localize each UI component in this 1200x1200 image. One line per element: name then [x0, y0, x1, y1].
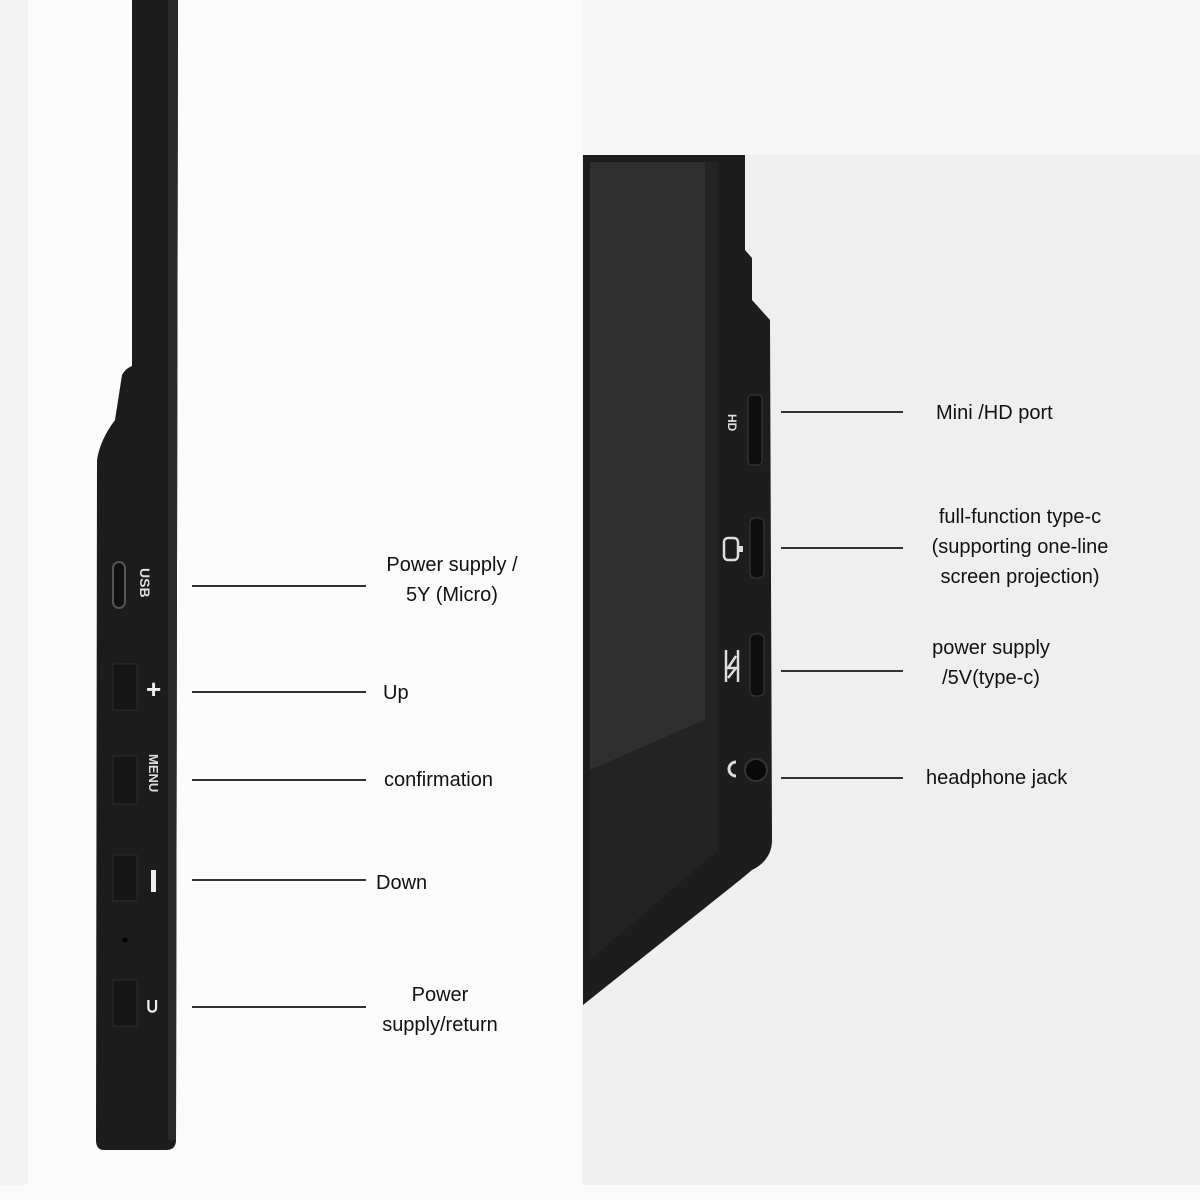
- indicator-led: [123, 938, 128, 943]
- typec-power-callout-label: [932, 633, 1050, 693]
- hd-callout-label: [936, 398, 1053, 428]
- label-line: full-function type-c: [938, 506, 1102, 528]
- up-callout-line: [192, 691, 366, 693]
- label-line: power supply: [932, 637, 1050, 659]
- micro-usb-port: [113, 562, 125, 608]
- left-monitor-edge: [168, 0, 178, 1140]
- down-callout-label: [376, 868, 427, 898]
- menu-callout-label: [384, 765, 493, 795]
- power-callout-label: [382, 980, 498, 1040]
- label-line: Mini /HD port: [936, 402, 1053, 424]
- headphone-callout-line: [781, 777, 903, 779]
- label-line: Up: [383, 682, 409, 704]
- right-monitor-screen: [590, 162, 705, 770]
- menu-callout-line: [192, 779, 366, 781]
- power-mark: ⊃: [141, 998, 165, 1015]
- label-line: headphone jack: [926, 767, 1068, 789]
- usb-callout-label: [386, 550, 517, 610]
- label-line: /5V(type-c): [942, 667, 1040, 689]
- hd-port-mark: HD: [725, 414, 739, 432]
- up-callout-label: [383, 678, 409, 708]
- label-line: confirmation: [384, 769, 493, 791]
- label-line: 5Y (Micro): [406, 584, 498, 606]
- menu-button: [113, 756, 137, 804]
- minus-button: [113, 855, 137, 901]
- label-line: (supporting one-line: [931, 536, 1109, 558]
- usb-callout-line: [192, 585, 366, 587]
- power-callout-line: [192, 1006, 366, 1008]
- minus-mark: [151, 870, 156, 892]
- typec-full-port: [750, 518, 764, 578]
- menu-mark: MENU: [146, 754, 161, 793]
- plus-mark: +: [146, 674, 162, 704]
- label-line: Power supply /: [386, 554, 518, 576]
- typec-full-callout-label: [932, 502, 1109, 592]
- plus-button: [113, 664, 137, 710]
- mini-hd-port: [748, 395, 762, 465]
- label-line: Down: [376, 872, 428, 894]
- typec-full-callout-line: [781, 547, 903, 549]
- label-line: Power: [411, 984, 469, 1006]
- usb-port-mark: USB: [137, 568, 153, 598]
- typec-power-port: [750, 634, 764, 696]
- power-button: [113, 980, 137, 1026]
- label-line: supply/return: [382, 1014, 498, 1036]
- down-callout-line: [192, 879, 366, 881]
- left-monitor-body: [96, 0, 178, 1150]
- headphone-callout-label: [926, 763, 1067, 793]
- headphone-jack: [745, 759, 767, 781]
- typec-power-callout-line: [781, 670, 903, 672]
- label-line: screen projection): [940, 566, 1100, 588]
- hd-callout-line: [781, 411, 903, 413]
